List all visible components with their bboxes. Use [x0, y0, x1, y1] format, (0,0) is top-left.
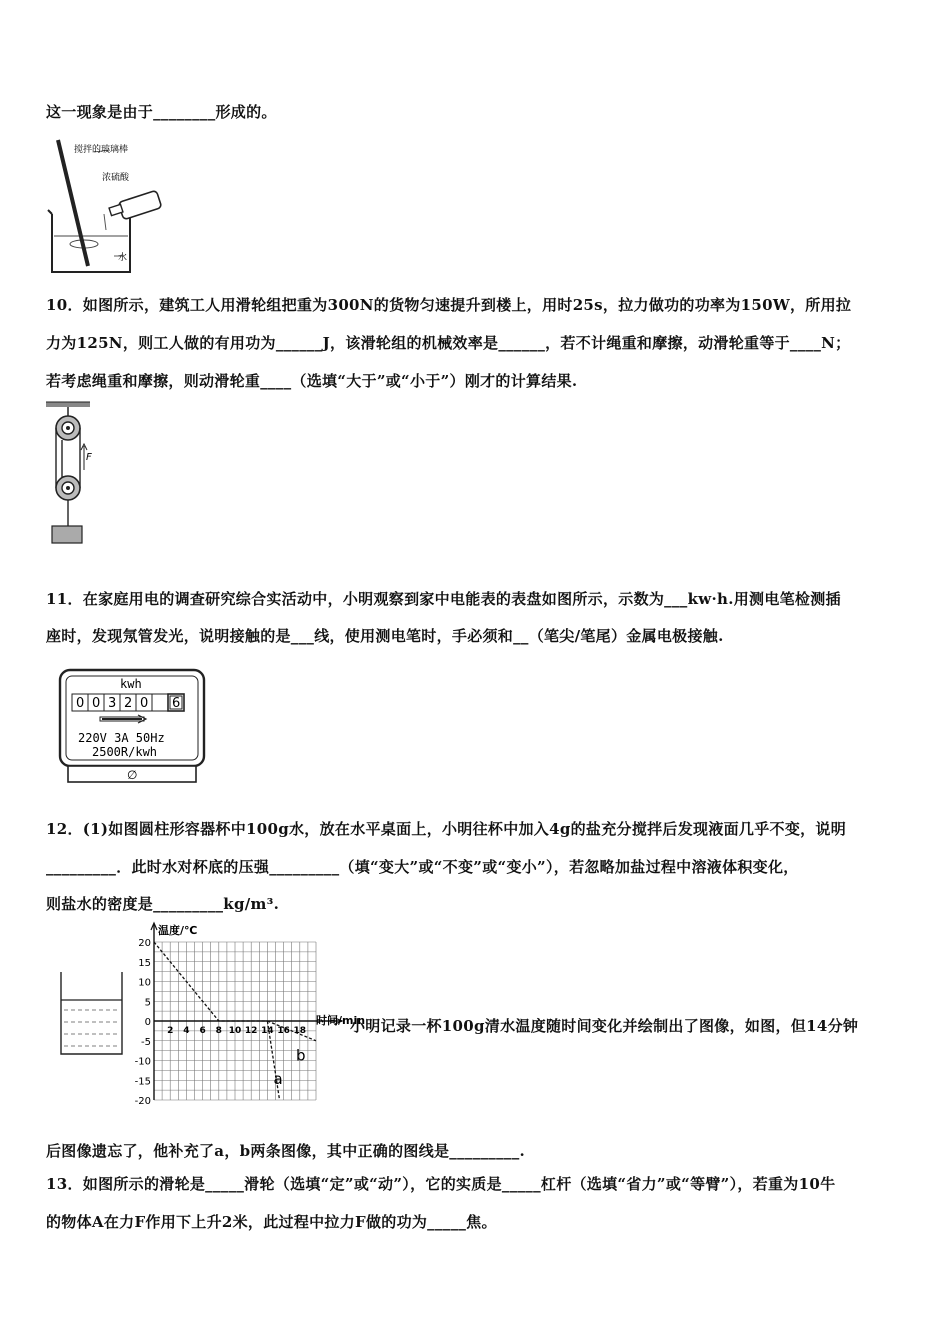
x-tick-label: 12 — [244, 1026, 258, 1036]
q12-line4: 后图像遗忘了，他补充了a，b两条图像，其中正确的图线是_________. — [46, 1142, 526, 1160]
q11-line1: 11．在家庭用电的调查研究综合实活动中，小明观察到家中电能表的表盘如图所示，示数为___kw·h.用测电笔检测插 — [46, 590, 841, 608]
meter-digit: 3 — [108, 696, 117, 711]
y-tick-label: 0 — [144, 1017, 151, 1028]
acid-bottle — [109, 190, 162, 219]
temperature-chart — [128, 920, 366, 1107]
chart-ylabel: 温度/℃ — [158, 924, 198, 937]
q12-line1: 12．(1)如图圆柱形容器杯中100g水，放在水平桌面上，小明往杯中加入4g的盐充分搅拌后发现液面几乎不变，说明 — [46, 820, 847, 838]
q10-line1: 10．如图所示，建筑工人用滑轮组把重为300N的货物匀速提升到楼上，用时25s，拉力做功的功率为150W，所用拉 — [46, 296, 852, 314]
q10-line3: 若考虑绳重和摩擦，则动滑轮重____（选填“大于”或“小于”）刚才的计算结果. — [46, 372, 578, 390]
q11-line2: 座时，发现氖管发光，说明接触的是___线，使用测电笔时，手必须和__（笔尖/笔尾）金属电极接触. — [46, 627, 724, 645]
acid-label: 浓硫酸 — [102, 173, 130, 183]
force-label: F — [86, 452, 92, 463]
meter-digit: 2 — [124, 696, 133, 711]
q9-text: 这一现象是由于________形成的。 — [46, 103, 277, 121]
y-tick-label: -10 — [134, 1056, 151, 1068]
meter-digits — [72, 694, 184, 711]
series-label-a: a — [273, 1070, 283, 1089]
x-tick-label: 8 — [215, 1026, 222, 1036]
meter-symbol: ∅ — [127, 768, 138, 782]
x-tick-label: 6 — [199, 1026, 206, 1036]
rod-label: 搅拌的玻璃棒 — [74, 145, 129, 155]
y-tick-label: 10 — [138, 977, 151, 989]
y-tick-label: 15 — [138, 957, 151, 969]
series-label-b: b — [296, 1046, 306, 1065]
chart-xlabel: 时间/min — [316, 1014, 366, 1027]
q12-line3: 则盐水的密度是_________kg/m³. — [46, 895, 280, 913]
y-tick-label: -15 — [134, 1076, 151, 1088]
meter-spec-2: 2500R/kwh — [92, 745, 158, 759]
y-tick-label: 5 — [144, 997, 151, 1009]
beaker-figure — [44, 136, 174, 278]
container-figure — [58, 970, 128, 1060]
q13-line2: 的物体A在力F作用下上升2米，此过程中拉力F做的功为_____焦。 — [46, 1213, 497, 1231]
load-block — [52, 526, 82, 543]
water-label: 水 — [118, 253, 128, 263]
meter-spec-1: 220V 3A 50Hz — [78, 731, 165, 745]
meter-digit: 0 — [92, 696, 101, 711]
meter-digit: 6 — [172, 696, 181, 711]
pulley-figure — [40, 398, 100, 548]
x-tick-label: 4 — [183, 1026, 190, 1036]
q12-line2: _________．此时水对杯底的压强_________（填“变大”或“不变”或“变小”），若忽略加盐过程中溶液体积变化， — [46, 858, 799, 876]
meter-unit: kwh — [120, 677, 142, 691]
y-tick-label: 20 — [138, 938, 151, 949]
x-tick-label: 2 — [167, 1026, 174, 1036]
y-tick-label: -5 — [141, 1036, 151, 1048]
energy-meter-figure — [58, 668, 208, 786]
q12-side-text: 小明记录一杯100g清水温度随时间变化并绘制出了图像，如图，但14分钟 — [350, 1017, 859, 1035]
x-tick-label: 14 — [261, 1026, 274, 1036]
x-tick-label: 16 — [277, 1026, 290, 1036]
meter-digit: 0 — [76, 696, 85, 711]
meter-digit: 0 — [140, 696, 149, 711]
x-tick-label: 18 — [293, 1026, 307, 1036]
q10-line2: 力为125N，则工人做的有用功为______J，该滑轮组的机械效率是______，若不计绳重和摩擦，动滑轮重等于____N； — [46, 334, 851, 352]
x-tick-label: 10 — [228, 1026, 242, 1036]
y-tick-label: -20 — [134, 1096, 151, 1107]
q13-line1: 13．如图所示的滑轮是_____滑轮（选填“定”或“动”），它的实质是_____杠杆（选填“省力”或“等臂”），若重为10牛 — [46, 1175, 836, 1193]
